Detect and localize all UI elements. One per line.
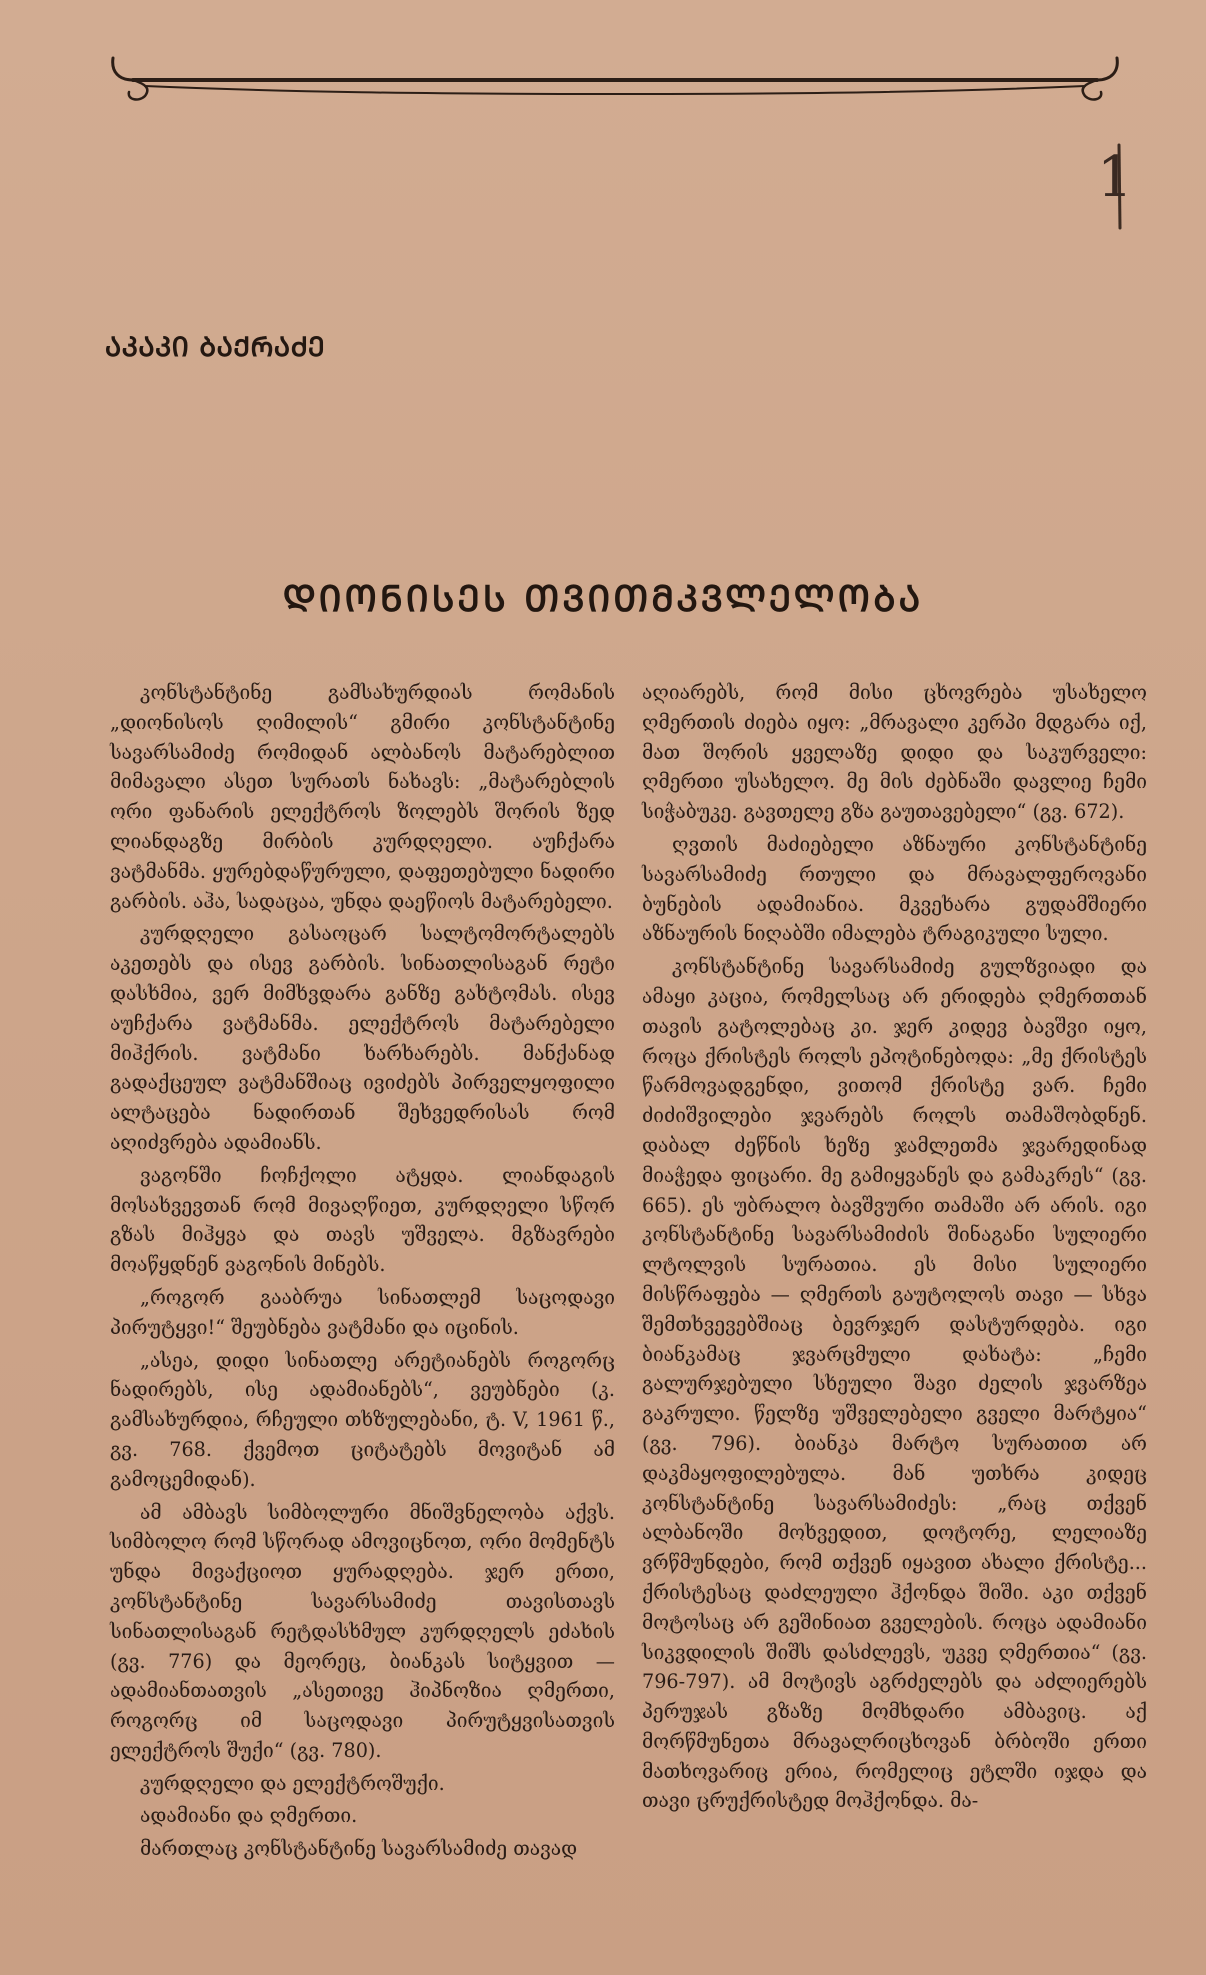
paragraph: კურდღელი და ელექტროშუქი. [140, 1771, 445, 1795]
author-name: ᲐᲙᲐᲙᲘ ᲑᲐᲥᲠᲐᲫᲔ [105, 332, 326, 363]
page-number: 1 [1097, 145, 1133, 210]
paragraph: მართლაც კონსტანტინე სავარსამიძე თავად [140, 1837, 578, 1861]
paragraph: კურდღელი გასაოცარ სალტომორტალებს აკეთებს და ისევ გარბის. სინათლისაგან რეტი დასხმია, ვერ მიმხვდარა განზე გახტომას. ისევ აუჩქარა ვატმანმა. ელექტროს მატარებელი მიჰქრის. ვატმანი ხარხარებს. მანქანად გადაქცეულ ვატმანშიაც ივიძებს პირველყოფილი ალტაცება ნადირთან შეხვედრისას რომ აღიძვრება ადამიანს. [110, 922, 615, 1154]
paragraph: კონსტანტინე სავარსამიძე გულზვიადი და ამაყი კაცია, რომელსაც არ ერიდება ღმერთთან თავის გატოლებაც კი. ჯერ კიდევ ბავშვი იყო, როცა ქრისტეს როლს ეპოტინებოდა: „მე ქრისტეს წარმოვადგენდი, ვითომ ქრისტე ვარ. ჩემი ძიძიშვილები ჯვარებს როლს თამაშობდნენ. დაბალ ძეწნის ხეზე ჯამლეთმა ჯვარედინად მიაჭედა ფიცარი. მე გამიყვანეს და გამაკრეს“ (გვ. 665). ეს უბრალო ბავშვური თამაში არ არის. იგი კონსტანტინე სავარსამიძის შინაგანი სულიერი ლტოლვის სურათია. ეს მისი სულიერი მისწრაფება — ღმერთს გაუტოლოს თავი — სხვა შემთხვევებშიაც ბევრჯერ დასტურდება. იგი ბიანკამაც ჯვარცმული დახატა: „ჩემი გალურჯებული სხეული შავი ძელის ჯვარზეა გაკრული. წელზე უშველებელი გველი მარტყია“ (გვ. 796). ბიანკა მარტო სურათით არ დაკმაყოფილებულა. მან უთხრა კიდეც კონსტანტინე სავარსამიძეს: „რაც თქვენ ალბანოში მოხვედით, დოტორე, ლელიაზე ვრწმუნდები, რომ თქვენ იყავით ახალი ქრისტე... ქრისტესაც დაძლეული ჰქონდა შიში. აკი თქვენ მოტოსაც არ გეშინიათ გველების. როცა ადამიანი სიკვდილის შიშს დასძლევს, უკვე ღმერთია“ (გვ. 796-797). ამ მოტივს აგრძელებს და აძლიერებს პერუჯას გზაზე მომხდარი ამბავიც. აქ მორწმუნეთა მრავალრიცხოვან ბრბოში ერთი მათხოვარიც ერია, რომელიც ეტლში იჯდა და თავი ცრუქრისტედ მოჰქონდა. მა- [642, 955, 1147, 1813]
paragraph: „როგორ გააბრუა სინათლემ საცოდავი პირუტყვი!“ შეუბნება ვატმანი და იცინის. [110, 1285, 615, 1339]
paragraph: ადამიანი და ღმერთი. [140, 1804, 358, 1828]
left-column [110, 678, 615, 1867]
paragraph: ვაგონში ჩოჩქოლი ატყდა. ლიანდაგის მოსახვევთან რომ მივაღწიეთ, კურდღელი სწორ გზას მიჰყვა და თავს უშველა. მგზავრები მოაწყდნენ ვაგონის მინებს. [110, 1163, 615, 1277]
paragraph: ღვთის მაძიებელი აზნაური კონსტანტინე სავარსამიძე რთული და მრავალფეროვანი ბუნების ადამიანია. მკვეხარა გუდამშიერი აზნაურის ნიღაბში იმალება ტრაგიკული სული. [642, 832, 1147, 946]
paragraph: აღიარებს, რომ მისი ცხოვრება უსახელო ღმერთის ძიება იყო: „მრავალი კერპი მდგარა იქ, მათ შორის ყველაზე დიდი და საკურველი: ღმერთი უსახელო. მე მის ძებნაში დავლიე ჩემი სიჭაბუკე. გავთელე გზა გაუთავებელი“ (გვ. 672). [642, 681, 1147, 824]
paragraph: „ასეა, დიდი სინათლე არეტიანებს როგორც ნადირებს, ისე ადამიანებს“, ვეუბნები (კ. გამსახურდია, რჩეული თხზულებანი, ტ. V, 1961 წ., გვ. 768. ქვემოთ ციტატებს მოვიტან ამ გამოცემიდან). [110, 1348, 615, 1491]
paragraph: კონსტანტინე გამსახურდიას რომანის „დიონისოს ღიმილის“ გმირი კონსტანტინე სავარსამიძე რომიდან ალბანოს მატარებლით მიმავალი ასეთ სურათს ნახავს: „მატარებლის ორი ფანარის ელექტროს ზოლებს შორის ზედ ლიანდაგზე მირბის კურდღელი. აუჩქარა ვატმანმა. ყურებდაწურული, დაფეთებული ნადირი გარბის. აჰა, სადაცაა, უნდა დაეწიოს მატარებელი. [110, 681, 615, 913]
article-title: ᲓᲘᲝᲜᲘᲡᲔᲡ ᲗᲕᲘᲗᲛᲙᲕᲚᲔᲚᲝᲑᲐ [282, 579, 924, 620]
header-ornament [105, 52, 1125, 117]
paragraph: ამ ამბავს სიმბოლური მნიშვნელობა აქვს. სიმბოლო რომ სწორად ამოვიცნოთ, ორი მომენტს უნდა მივაქციოთ ყურადღება. ჯერ ერთი, კონსტანტინე სავარსამიძე თავისთავს სინათლისაგან რეტდასხმულ კურდღელს ეძახის (გვ. 776) და მეორეც, ბიანკას სიტყვით — ადამიანთათვის „ასეთივე ჰიპნოზია ღმერთი, როგორც იმ საცოდავი პირუტყვისათვის ელექტროს შუქი“ (გვ. 780). [110, 1500, 615, 1762]
right-column [642, 678, 1147, 1819]
